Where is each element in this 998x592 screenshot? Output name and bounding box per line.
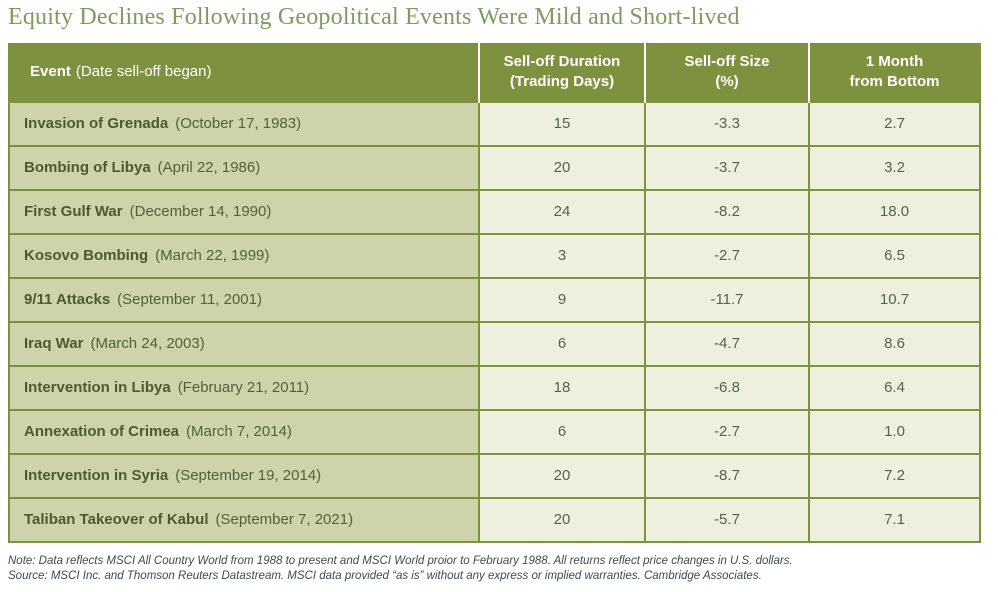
- event-name: Bombing of Libya: [24, 159, 151, 177]
- event-date: (February 21, 2011): [177, 379, 310, 397]
- selloff-duration-value: 9: [479, 278, 645, 322]
- event-date: (September 11, 2001): [117, 291, 262, 309]
- one-month-value: 8.6: [809, 322, 980, 366]
- footnote: [8, 554, 990, 585]
- table-row: [9, 410, 980, 454]
- one-month-value: 18.0: [809, 190, 980, 234]
- selloff-size-value: -2.7: [645, 234, 809, 278]
- event-cell: [9, 146, 479, 190]
- selloff-duration-value: 6: [479, 322, 645, 366]
- col-header-one-month-line2: from Bottom: [849, 72, 940, 90]
- selloff-duration-value: 6: [479, 410, 645, 454]
- one-month-value: 7.1: [809, 498, 980, 542]
- col-header-selloff-duration-line1: Sell-off Duration: [503, 53, 621, 71]
- selloff-size-value: -11.7: [645, 278, 809, 322]
- table-row: [9, 498, 980, 542]
- events-table: [8, 43, 981, 543]
- table-row: [9, 322, 980, 366]
- footnote-note-line: Note: Data reflects MSCI All Country World from 1988 to present and MSCI World proior to February 1988. All returns reflect price changes in U.S. dollars.: [8, 554, 793, 567]
- event-name: Taliban Takeover of Kabul: [24, 511, 209, 529]
- col-header-selloff-duration: [479, 43, 645, 102]
- event-cell: [9, 278, 479, 322]
- table-row: [9, 190, 980, 234]
- col-header-selloff-size-line2: (%): [715, 72, 739, 90]
- event-date: (March 7, 2014): [186, 423, 292, 441]
- col-header-event-label: Event: [30, 63, 71, 81]
- selloff-duration-value: 3: [479, 234, 645, 278]
- table-row: [9, 454, 980, 498]
- event-date: (October 17, 1983): [175, 115, 302, 133]
- event-cell: [9, 498, 479, 542]
- event-cell: [9, 366, 479, 410]
- selloff-size-value: -3.3: [645, 102, 809, 146]
- one-month-value: 6.5: [809, 234, 980, 278]
- event-date: (March 24, 2003): [90, 335, 205, 353]
- event-name: Annexation of Crimea: [24, 423, 180, 441]
- table-row: [9, 278, 980, 322]
- table-row: [9, 146, 980, 190]
- selloff-size-value: -6.8: [645, 366, 809, 410]
- col-header-selloff-size-line1: Sell-off Size: [684, 53, 770, 71]
- selloff-duration-value: 20: [479, 498, 645, 542]
- selloff-size-value: -8.7: [645, 454, 809, 498]
- event-date: (April 22, 1986): [157, 159, 261, 177]
- event-cell: [9, 234, 479, 278]
- one-month-value: 6.4: [809, 366, 980, 410]
- event-name: First Gulf War: [24, 203, 123, 221]
- selloff-size-value: -5.7: [645, 498, 809, 542]
- event-date: (March 22, 1999): [155, 247, 270, 265]
- footnote-source-line: Source: MSCI Inc. and Thomson Reuters Datastream. MSCI data provided “as is” without any express or implied warranties. Cambridge Associates.: [8, 570, 762, 583]
- one-month-value: 1.0: [809, 410, 980, 454]
- event-cell: [9, 454, 479, 498]
- event-date: (September 7, 2021): [215, 511, 354, 529]
- table-header-row: [9, 43, 980, 102]
- event-cell: [9, 190, 479, 234]
- selloff-duration-value: 24: [479, 190, 645, 234]
- event-name: Invasion of Grenada: [24, 115, 169, 133]
- one-month-value: 3.2: [809, 146, 980, 190]
- event-cell: [9, 410, 479, 454]
- col-header-event-sublabel: (Date sell-off began): [75, 63, 212, 81]
- event-cell: [9, 102, 479, 146]
- one-month-value: 7.2: [809, 454, 980, 498]
- table-body: [9, 102, 980, 542]
- event-name: Intervention in Libya: [24, 379, 171, 397]
- event-name: Kosovo Bombing: [24, 247, 149, 265]
- selloff-duration-value: 15: [479, 102, 645, 146]
- selloff-duration-value: 20: [479, 146, 645, 190]
- selloff-size-value: -3.7: [645, 146, 809, 190]
- event-name: Intervention in Syria: [24, 467, 169, 485]
- col-header-event: [9, 43, 479, 102]
- selloff-size-value: -8.2: [645, 190, 809, 234]
- one-month-value: 10.7: [809, 278, 980, 322]
- col-header-one-month: [809, 43, 980, 102]
- event-date: (December 14, 1990): [129, 203, 272, 221]
- event-cell: [9, 322, 479, 366]
- col-header-selloff-size: [645, 43, 809, 102]
- selloff-duration-value: 18: [479, 366, 645, 410]
- table-row: [9, 234, 980, 278]
- figure-title: Equity Declines Following Geopolitical Events Were Mild and Short-lived: [8, 4, 740, 30]
- event-name: 9/11 Attacks: [24, 291, 111, 309]
- table-row: [9, 366, 980, 410]
- col-header-one-month-line1: 1 Month: [865, 53, 924, 71]
- col-header-selloff-duration-line2: (Trading Days): [509, 72, 615, 90]
- table-row: [9, 102, 980, 146]
- event-name: Iraq War: [24, 335, 84, 353]
- selloff-duration-value: 20: [479, 454, 645, 498]
- one-month-value: 2.7: [809, 102, 980, 146]
- event-date: (September 19, 2014): [175, 467, 322, 485]
- selloff-size-value: -2.7: [645, 410, 809, 454]
- selloff-size-value: -4.7: [645, 322, 809, 366]
